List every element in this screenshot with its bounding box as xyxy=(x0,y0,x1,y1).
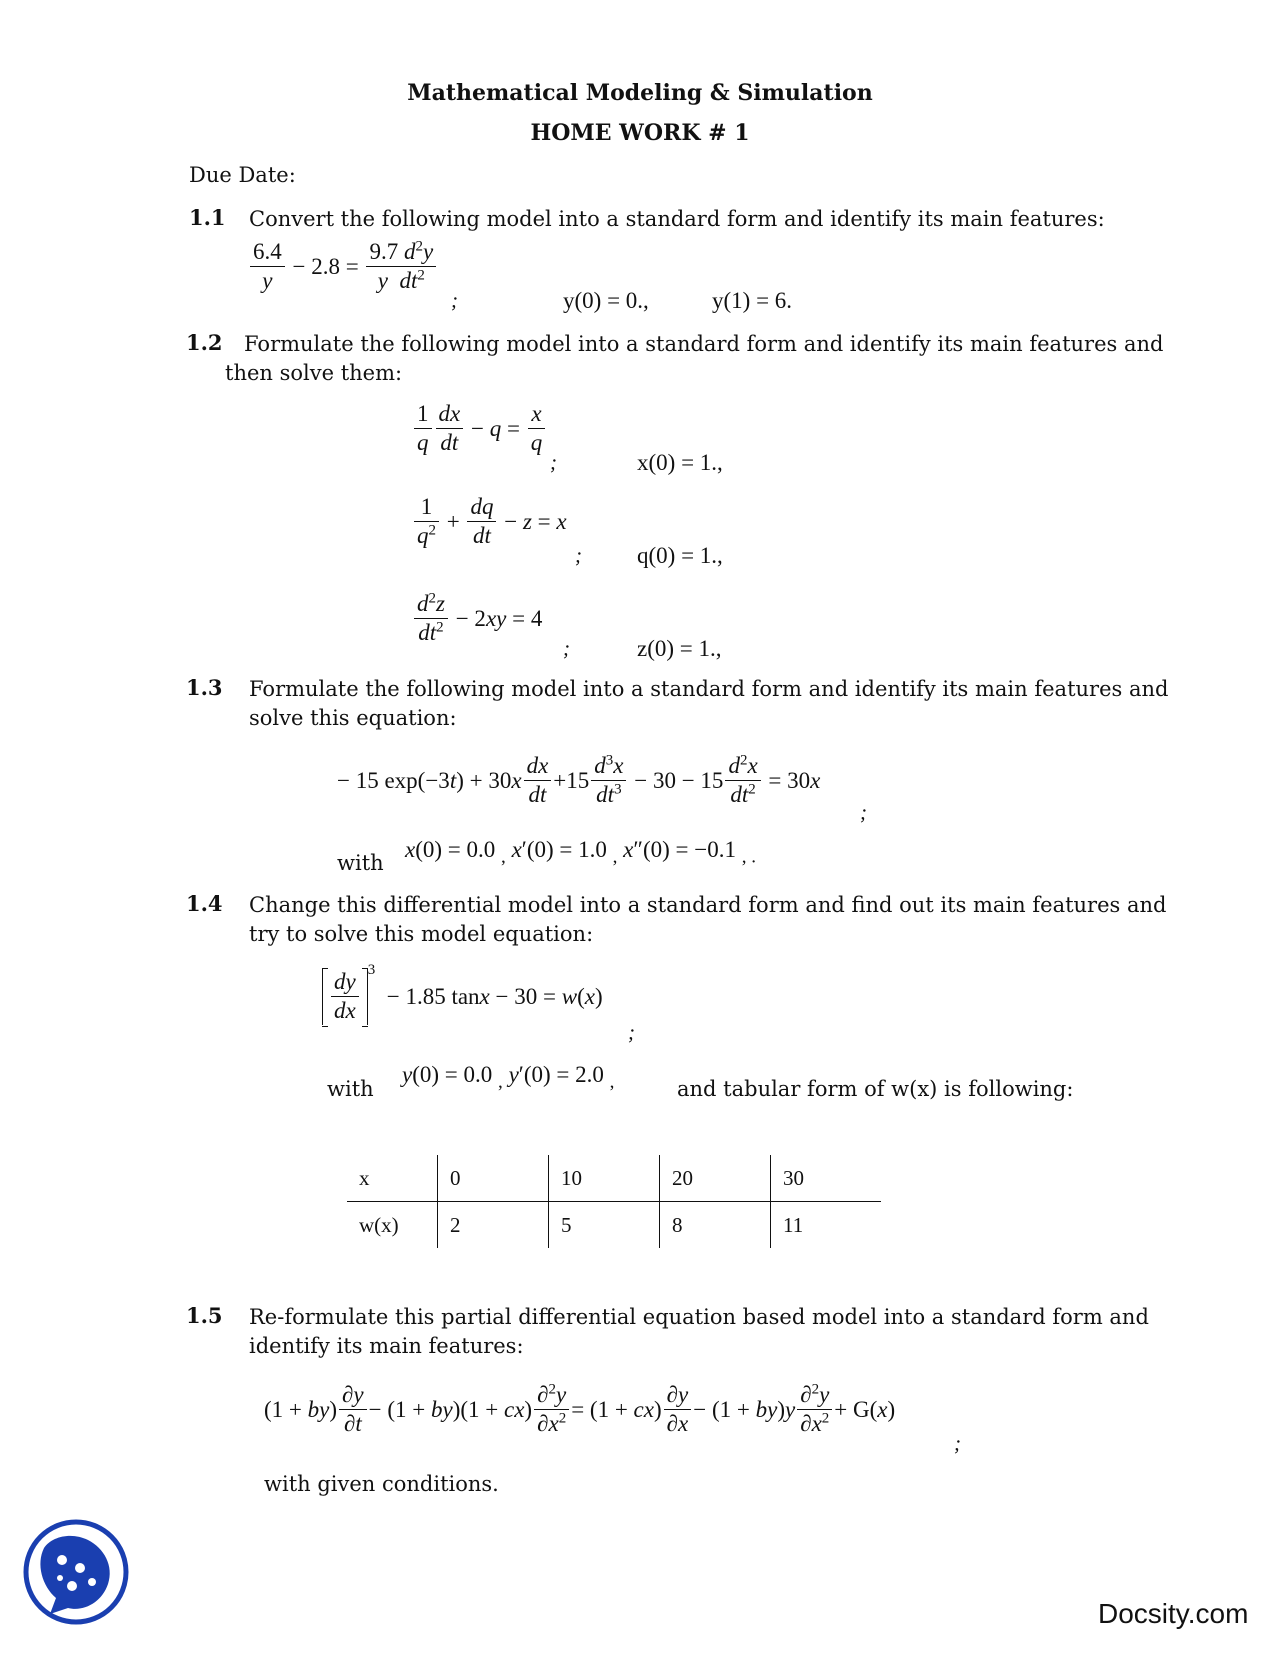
equation-separator: ; xyxy=(451,288,458,312)
problem-1-3-number: 1.3 xyxy=(186,675,223,700)
problem-1-4-tabular-note: and tabular form of w(x) is following: xyxy=(677,1077,1074,1101)
equation-separator: ; xyxy=(860,800,867,824)
problem-1-4-with-label: with xyxy=(327,1077,374,1101)
equation-separator: ; xyxy=(550,450,557,474)
table-cell: 0 xyxy=(438,1155,549,1202)
table-cell: 20 xyxy=(660,1155,771,1202)
equation-separator: ; xyxy=(628,1020,635,1044)
condition-y0: y(0) = 0., xyxy=(563,288,649,313)
table-cell: 8 xyxy=(660,1202,771,1249)
docsity-logo-icon xyxy=(22,1518,130,1626)
table-row xyxy=(347,1202,881,1249)
problem-1-5-equation: (1 + by) $\frac{\partial y}{\partial t}$ − (1 + by)(1 + cx) $\frac{\partial^2y}{\partial x^2}$ = (1 + cx) $\frac{\partial y}{\partial x}$ − (1 + by)y $\frac{\partial^2y}{\partial x^2}$ + G(x) xyxy=(264,1381,896,1436)
condition-q0: q(0) = 1., xyxy=(637,543,723,568)
due-date-label: Due Date: xyxy=(189,163,296,187)
problem-1-2-text-line2: then solve them: xyxy=(225,361,403,385)
document-subtitle: HOME WORK # 1 xyxy=(530,120,750,146)
problem-1-4-equation: $\frac{dy}{dx}$ 3 − 1.85 tanx − 30 = w(x) xyxy=(322,968,603,1025)
problem-1-2-equation-3: $\frac{d^2z}{dt^2}$ − 2xy = 4 xyxy=(412,590,542,647)
condition-x0: x(0) = 1., xyxy=(637,450,723,475)
problem-1-4-number: 1.4 xyxy=(186,891,223,916)
problem-1-4-initial-conditions: y(0) = 0.0 $_,$ y′(0) = 2.0 $_,$ xyxy=(402,1062,615,1093)
problem-1-3-text-line2: solve this equation: xyxy=(249,706,457,730)
problem-1-4-text-line1: Change this differential model into a standard form and find out its main features and xyxy=(249,893,1167,917)
table-row-label: w(x) xyxy=(359,1212,399,1237)
w-of-x-table xyxy=(347,1155,881,1248)
docsity-watermark: Docsity.com xyxy=(1098,1598,1249,1629)
problem-1-5-text-line1: Re-formulate this partial differential equation based model into a standard form and xyxy=(249,1305,1149,1329)
table-cell: 10 xyxy=(549,1155,660,1202)
problem-1-5-text-line2: identify its main features: xyxy=(249,1334,524,1358)
table-row xyxy=(347,1155,881,1202)
problem-1-3-initial-conditions: x(0) = 0.0 $_,$ x′(0) = 1.0 $_,$ x″(0) = −0.1 $_{, .}$ xyxy=(405,837,757,868)
problem-1-3-equation: − 15 exp(−3t) + 30x $\frac{dx}{dt}$ +15 $\frac{d^3x}{dt^3}$ − 30 − 15 $\frac{d^2x}{dt^2}$ = 30x xyxy=(337,752,821,807)
problem-1-1-equation: $\frac{6.4}{y}$ − 2.8 = $\frac{9.7 d^2y}{y dt^2}$ xyxy=(248,238,438,295)
equation-separator: ; xyxy=(563,636,570,660)
problem-1-2-equation-1: $\frac{1}{q}$ $\frac{dx}{dt}$ − q = $\frac{x}{q}$ xyxy=(412,400,547,457)
equation-separator: ; xyxy=(575,543,582,567)
condition-y1: y(1) = 6. xyxy=(712,288,793,313)
problem-1-2-number: 1.2 xyxy=(186,330,223,355)
condition-z0: z(0) = 1., xyxy=(637,636,722,661)
problem-1-2-text-line1: Formulate the following model into a standard form and identify its main features and xyxy=(244,332,1164,356)
problem-1-2-equation-2: $\frac{1}{q^2}$ + $\frac{dq}{dt}$ − z = x xyxy=(412,493,567,550)
table-row-label: x xyxy=(347,1155,438,1202)
problem-1-5-closing: with given conditions. xyxy=(264,1472,499,1496)
document-title: Mathematical Modeling & Simulation xyxy=(407,80,873,106)
problem-1-1-number: 1.1 xyxy=(189,205,226,230)
table-cell: 30 xyxy=(771,1155,882,1202)
table-cell: 5 xyxy=(549,1202,660,1249)
problem-1-5-number: 1.5 xyxy=(186,1303,223,1328)
problem-1-1-text: Convert the following model into a standard form and identify its main features: xyxy=(249,207,1105,231)
equation-separator: ; xyxy=(954,1431,961,1455)
problem-1-4-text-line2: try to solve this model equation: xyxy=(249,922,594,946)
problem-1-3-with-label: with xyxy=(337,851,384,875)
table-cell: 2 xyxy=(438,1202,549,1249)
problem-1-3-text-line1: Formulate the following model into a standard form and identify its main features and xyxy=(249,677,1169,701)
table-cell: 11 xyxy=(771,1202,882,1249)
